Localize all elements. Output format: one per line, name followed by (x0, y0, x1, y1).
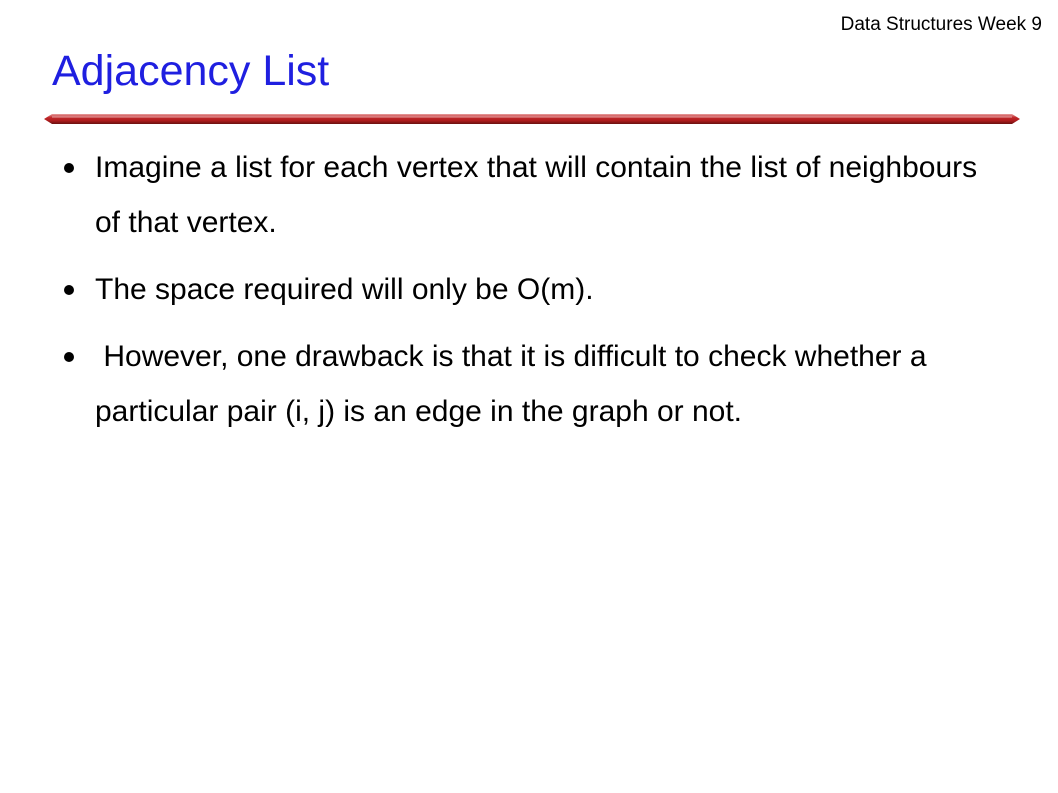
bullet-text: However, one drawback is that it is difficult to check whether a particular pair (i, j) is an edge in the graph or not. (95, 340, 935, 428)
title-divider (44, 112, 1020, 126)
course-header: Data Structures Week 9 (840, 14, 1042, 35)
bullet-text: The space required will only be O(m). (95, 273, 594, 306)
bullet-item (60, 262, 990, 317)
bullet-text: Imagine a list for each vertex that will contain the list of neighbours of that vertex. (95, 151, 978, 239)
bullet-item (60, 329, 990, 439)
bullet-dot-icon (64, 163, 74, 173)
bullet-list (60, 140, 990, 451)
bullet-dot-icon (64, 285, 74, 295)
bullet-item (60, 140, 990, 250)
bullet-dot-icon (64, 352, 74, 362)
slide-title: Adjacency List (52, 47, 330, 95)
